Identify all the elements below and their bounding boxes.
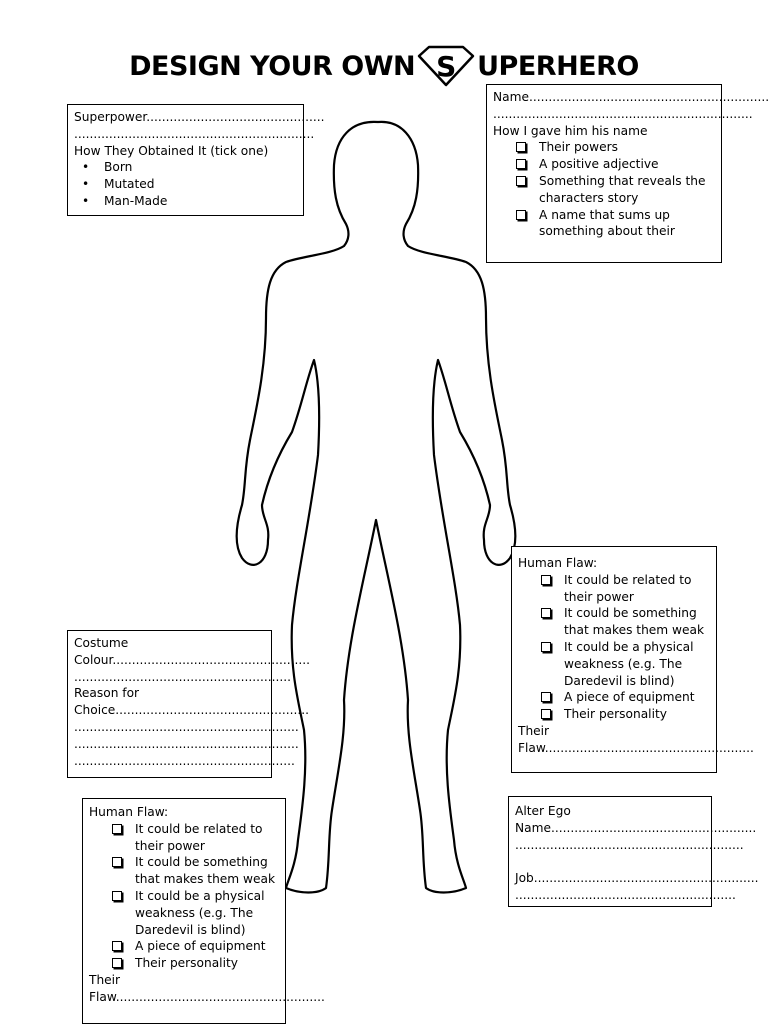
flaw-field[interactable]: Flaw...................................................... bbox=[89, 989, 325, 1004]
checkbox-icon[interactable] bbox=[516, 176, 526, 186]
name-option-adjective[interactable]: A positive adjective bbox=[539, 156, 715, 173]
checkbox-icon[interactable] bbox=[516, 210, 526, 220]
flaw-option-physical[interactable]: It could be a physical weakness (e.g. The Daredevil is blind) bbox=[564, 639, 710, 689]
job-field[interactable]: Job.......................................................... bbox=[515, 871, 759, 886]
their-label: Their bbox=[89, 972, 121, 987]
checkbox-icon[interactable] bbox=[541, 692, 551, 702]
their-label: Their bbox=[518, 723, 550, 738]
colour-field[interactable]: Colour................................................... bbox=[74, 652, 311, 667]
reason-label: Reason for bbox=[74, 686, 140, 701]
human-flaw-box-right bbox=[511, 546, 754, 773]
human-flaw-options bbox=[89, 821, 279, 972]
flaw-option-power[interactable]: It could be related to their power bbox=[564, 572, 710, 606]
choice-blank-line[interactable]: ......................................................... bbox=[74, 753, 295, 768]
name-box bbox=[486, 84, 769, 263]
name-reason-heading: How I gave him his name bbox=[493, 123, 648, 138]
obtained-option-mutated[interactable]: • Mutated bbox=[104, 176, 297, 193]
title-left: DESIGN YOUR OWN bbox=[129, 50, 416, 82]
flaw-option-personality[interactable]: Their personality bbox=[564, 706, 710, 723]
checkbox-icon[interactable] bbox=[516, 142, 526, 152]
superpower-field[interactable]: Superpower.............................................. bbox=[74, 110, 325, 124]
flaw-option-power[interactable]: It could be related to their power bbox=[135, 821, 279, 855]
obtained-option-born[interactable]: • Born bbox=[104, 159, 297, 176]
checkbox-icon[interactable] bbox=[112, 941, 122, 951]
name-option-sums-up[interactable]: A name that sums up something about their bbox=[539, 207, 715, 241]
checkbox-icon[interactable] bbox=[112, 824, 122, 834]
human-flaw-heading: Human Flaw: bbox=[518, 556, 598, 570]
checkbox-icon[interactable] bbox=[541, 575, 551, 585]
superpower-field-continuation[interactable]: .............................................................. bbox=[74, 126, 315, 141]
checkbox-icon[interactable] bbox=[541, 608, 551, 618]
name-option-story[interactable]: Something that reveals the characters story bbox=[539, 173, 715, 207]
superpower-box bbox=[67, 104, 325, 216]
alter-ego-heading: Alter Ego bbox=[515, 804, 571, 818]
name-option-powers[interactable]: Their powers bbox=[539, 139, 715, 156]
job-field-continuation[interactable]: ......................................................... bbox=[515, 887, 736, 902]
human-flaw-options bbox=[518, 572, 710, 723]
human-flaw-box-left bbox=[82, 798, 325, 1024]
alter-ego-name-continuation[interactable]: ........................................................... bbox=[515, 837, 744, 852]
alter-ego-box bbox=[508, 796, 759, 907]
checkbox-icon[interactable] bbox=[112, 891, 122, 901]
checkbox-icon[interactable] bbox=[541, 642, 551, 652]
alter-ego-name-field[interactable]: Name..................................................... bbox=[515, 820, 757, 835]
flaw-option-weak[interactable]: It could be something that makes them weak bbox=[135, 854, 279, 888]
obtained-options-list bbox=[74, 159, 297, 209]
checkbox-icon[interactable] bbox=[541, 709, 551, 719]
flaw-option-personality[interactable]: Their personality bbox=[135, 955, 279, 972]
flaw-option-equipment[interactable]: A piece of equipment bbox=[135, 938, 279, 955]
choice-blank-line[interactable]: .......................................................... bbox=[74, 719, 299, 734]
obtained-option-man-made[interactable]: • Man-Made bbox=[104, 193, 297, 210]
flaw-option-physical[interactable]: It could be a physical weakness (e.g. The Daredevil is blind) bbox=[135, 888, 279, 938]
title-right: UPERHERO bbox=[477, 50, 639, 82]
checkbox-icon[interactable] bbox=[112, 857, 122, 867]
spacer bbox=[515, 853, 705, 870]
choice-field[interactable]: Choice.................................................. bbox=[74, 703, 309, 718]
costume-box bbox=[67, 630, 311, 778]
flaw-option-equipment[interactable]: A piece of equipment bbox=[564, 689, 710, 706]
choice-blank-line[interactable]: .......................................................... bbox=[74, 736, 299, 751]
flaw-option-weak[interactable]: It could be something that makes them weak bbox=[564, 605, 710, 639]
name-reason-options bbox=[493, 139, 715, 240]
checkbox-icon[interactable] bbox=[112, 958, 122, 968]
name-field-continuation[interactable]: ................................................................... bbox=[493, 106, 753, 121]
checkbox-icon[interactable] bbox=[516, 159, 526, 169]
costume-heading: Costume bbox=[74, 636, 129, 650]
human-flaw-heading: Human Flaw: bbox=[89, 805, 169, 819]
emblem-letter: S bbox=[436, 50, 456, 83]
colour-field-continuation[interactable]: ........................................................ bbox=[74, 669, 291, 684]
name-field[interactable]: Name.............................................................. bbox=[493, 90, 769, 104]
obtained-heading: How They Obtained It (tick one) bbox=[74, 143, 269, 158]
flaw-field[interactable]: Flaw...................................................... bbox=[518, 740, 754, 755]
